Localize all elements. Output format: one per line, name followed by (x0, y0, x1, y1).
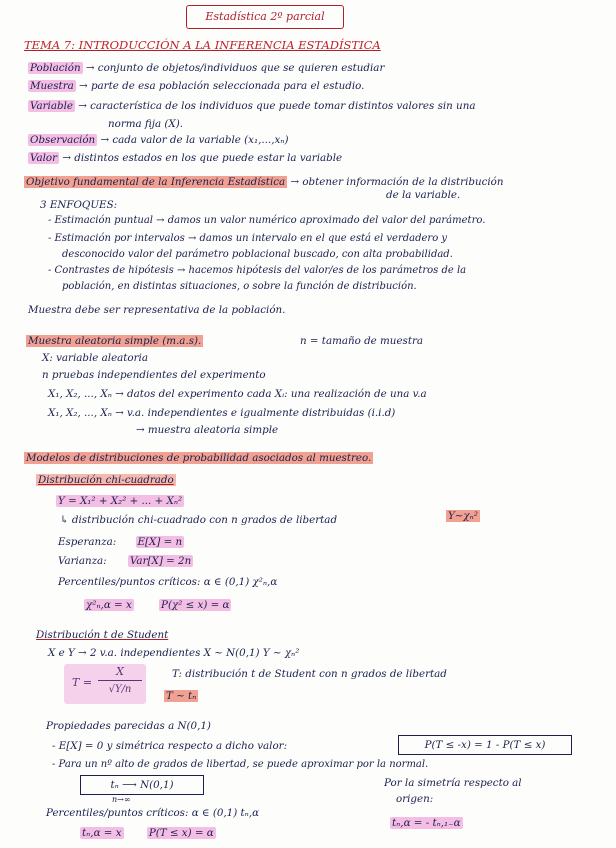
mas-heading: Muestra aleatoria simple (m.a.s). (28, 335, 202, 347)
t-props-title: Propiedades parecidas a N(0,1) (46, 720, 211, 732)
chi-heading-line (36, 474, 176, 487)
chi-tag-line (446, 510, 480, 523)
t-sym-formula: tₙ,α = - tₙ,₁₋α (392, 817, 461, 829)
term-variable: Variable (30, 100, 73, 112)
varianza-label: Varianza: (58, 555, 107, 567)
t-desc: T: distribución t de Student con n grados de libertad (172, 668, 447, 680)
def-text: → conjunto de objetos/individuos que se quieren estudiar (85, 62, 385, 74)
enfoque-item: población, en distintas situaciones, o sobre la función de distribución. (62, 281, 417, 292)
chi-tag: Y~χₙ² (448, 510, 478, 522)
enfoque-item: - Estimación por intervalos → damos un intervalo en el que está el verdadero y (48, 233, 448, 244)
t-pct-formula1: tₙ,α = x (82, 827, 122, 839)
t-pct-line (80, 827, 216, 840)
t-prop1-box (398, 735, 572, 755)
enfoque-item: - Estimación puntual → damos un valor numérico aproximado del valor del parámetro. (48, 215, 486, 226)
t-def-highlight (64, 664, 146, 704)
chi-varianza (58, 555, 193, 568)
objective-line (24, 176, 504, 189)
def-text: → característica de los individuos que puede tomar distintos valores sin una (78, 100, 476, 112)
topic-text: TEMA 7: INTRODUCCIÓN A LA INFERENCIA ESTADÍSTICA (24, 38, 381, 52)
mas-heading-line (26, 335, 203, 348)
t-heading-line (36, 629, 168, 642)
chi-esperanza (58, 536, 184, 549)
term-observacion: Observación (30, 134, 96, 146)
t-denominator: √Y/n (108, 684, 132, 695)
t-percentiles: Percentiles/puntos críticos: α ∈ (0,1) tₙ,α (46, 807, 260, 819)
chi-pct-line (84, 599, 231, 612)
t-heading: Distribución t de Student (36, 629, 169, 641)
t-pct-formula2: P(T ≤ x) = α (148, 827, 214, 839)
t-prop2: - Para un nº alto de grados de libertad, se puede aproximar por la normal. (52, 759, 429, 770)
t-line1: X e Y → 2 v.a. independientes X ~ N(0,1) Y ~ χₙ² (48, 647, 300, 659)
def-text: → parte de esa población seleccionada para el estudio. (79, 80, 365, 92)
t-sym2: origen: (396, 793, 434, 805)
term-valor: Valor (30, 152, 58, 164)
def-variable-cont (108, 118, 183, 131)
def-text: norma fija (X). (108, 118, 184, 130)
chi-desc: ↳ distribución chi-cuadrado con n grados de libertad (60, 514, 338, 526)
t-prop1-box-text: P(T ≤ -x) = 1 - P(T ≤ x) (424, 739, 546, 751)
esperanza-label: Esperanza: (58, 536, 117, 548)
t-lhs: T = (72, 676, 93, 689)
chi-pct-formula2: P(χ² ≤ x) = α (161, 599, 230, 611)
title-box (186, 5, 344, 29)
objective-note: Muestra debe ser representativa de la población. (28, 304, 286, 316)
mas-line: X₁, X₂, ..., Xₙ → datos del experimento cada Xᵢ: una realización de una v.a (48, 388, 427, 400)
varianza-value: Var[X] = 2n (129, 555, 192, 567)
enfoque-item: desconocido valor del parámetro poblacional buscado, con alta probabilidad. (62, 249, 453, 260)
t-sym-formula-line (390, 817, 463, 830)
enfoques-title: 3 ENFOQUES: (40, 199, 118, 211)
def-poblacion (28, 62, 384, 75)
mas-line: X₁, X₂, ..., Xₙ → v.a. independientes e igualmente distribuidas (i.i.d) (48, 407, 396, 419)
def-text: → cada valor de la variable (x₁,...,xₙ) (100, 134, 289, 146)
t-limit-under: n→∞ (112, 795, 131, 804)
t-limit-box (80, 775, 204, 795)
t-prop1-text: - E[X] = 0 y simétrica respecto a dicho valor: (52, 740, 288, 752)
mas-line: → muestra aleatoria simple (136, 424, 279, 436)
chi-formula-line (56, 495, 184, 508)
term-muestra: Muestra (30, 80, 74, 92)
t-tag-line (164, 690, 198, 703)
term-poblacion: Población (30, 62, 81, 74)
t-sym1: Por la simetría respecto al (384, 777, 522, 789)
def-text: → distintos estados en los que puede estar la variable (62, 152, 343, 164)
mas-line: X: variable aleatoria (42, 352, 148, 364)
def-valor (28, 152, 342, 165)
mas-side: n = tamaño de muestra (300, 335, 424, 347)
t-tag: T ~ tₙ (166, 690, 197, 702)
models-heading-line (24, 452, 373, 465)
mas-line: n pruebas independientes del experimento (42, 369, 266, 381)
esperanza-value: E[X] = n (137, 536, 183, 548)
models-heading: Modelos de distribuciones de probabilidad asociados al muestreo. (26, 452, 372, 464)
def-observacion (28, 134, 288, 147)
chi-percentiles: Percentiles/puntos críticos: α ∈ (0,1) χ²ₙ,α (58, 576, 278, 588)
t-limit: tₙ ⟶ N(0,1) (110, 779, 174, 791)
def-muestra (28, 80, 364, 93)
chi-heading: Distribución chi-cuadrado (38, 474, 174, 486)
def-variable (28, 100, 475, 113)
enfoque-item: - Contrastes de hipótesis → hacemos hipótesis del valor/es de los parámetros de la (48, 265, 467, 276)
objective-text: → obtener información de la distribución (290, 176, 504, 188)
objective-text-cont: de la variable. (386, 189, 461, 201)
chi-formula: Y = X₁² + X₂² + ... + Xₙ² (58, 495, 183, 507)
page-title: Estadística 2º parcial (205, 10, 325, 23)
objective-heading: Objetivo fundamental de la Inferencia Estadística (26, 176, 286, 188)
chi-pct-formula1: χ²ₙ,α = x (86, 599, 132, 611)
t-prop1 (52, 740, 287, 753)
t-numerator: X (98, 664, 142, 681)
topic-heading (24, 39, 381, 52)
